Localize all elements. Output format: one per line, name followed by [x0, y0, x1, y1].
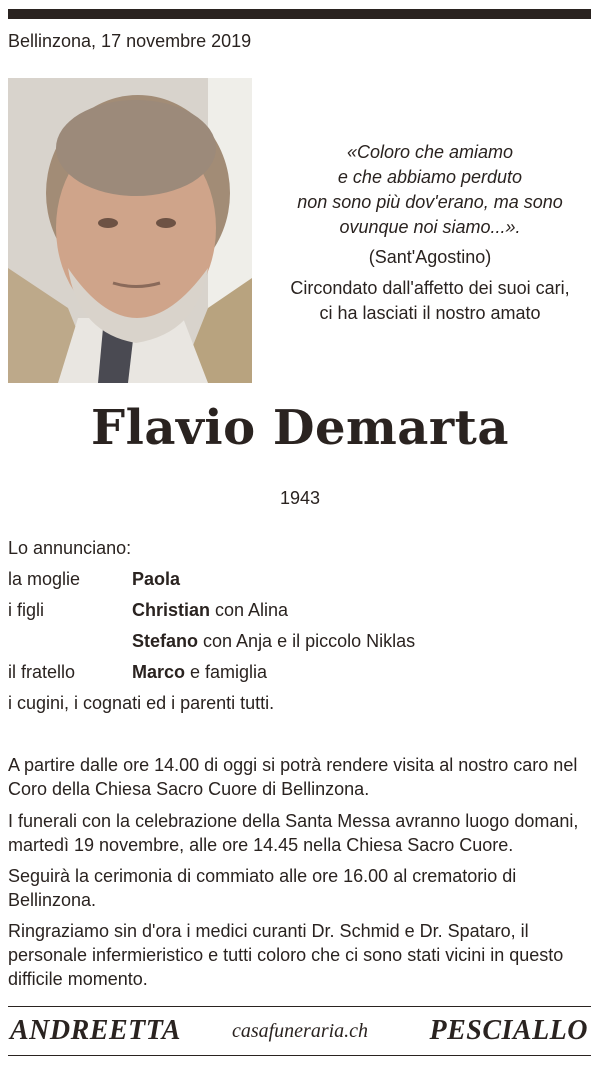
thanks-paragraph: Ringraziamo sin d'ora i medici curanti Dr. Schmid e Dr. Spataro, il personale infermieristico e tutti coloro che ci sono stati vicini in questo difficile momento.	[8, 921, 564, 989]
quote-author: (Sant'Agostino)	[368, 247, 492, 267]
footer-brand-right: PESCIALLO	[429, 1015, 588, 1046]
quote-line: ovunque noi siamo...».	[339, 217, 521, 237]
family-name: Paola	[132, 569, 181, 589]
family-relation: i figli	[8, 600, 45, 620]
footer-website[interactable]: casafuneraria.ch	[231, 1020, 369, 1042]
quote-line: non sono più dov'erano, ma sono	[297, 192, 563, 212]
quote-line: e che abbiamo perduto	[337, 167, 523, 187]
birth-year: 1943	[279, 488, 321, 508]
announce-closing: i cugini, i cognati ed i parenti tutti.	[8, 693, 275, 713]
footer-rule-top	[8, 1006, 591, 1007]
intro-text	[276, 276, 584, 326]
intro-line: Circondato dall'affetto dei suoi cari,	[290, 278, 570, 298]
family-name: Christian	[132, 600, 211, 620]
dateline: Bellinzona, 17 novembre 2019	[8, 31, 252, 51]
family-extra: e famiglia	[185, 662, 268, 682]
intro-line: ci ha lasciati il nostro amato	[319, 303, 541, 323]
family-relation: la moglie	[8, 569, 81, 589]
cremation-paragraph: Seguirà la cerimonia di commiato alle ore 16.00 al crematorio di Bellinzona.	[8, 866, 517, 910]
visit-paragraph: A partire dalle ore 14.00 di oggi si potrà rendere visita al nostro caro nel Coro della Chiesa Sacro Cuore di Bellinzona.	[8, 755, 578, 799]
portrait-photo	[8, 78, 252, 383]
family-relation: il fratello	[8, 662, 76, 682]
footer-brand-left: ANDREETTA	[10, 1015, 181, 1046]
quote-line: «Coloro che amiamo	[346, 142, 514, 162]
announce-intro: Lo annunciano:	[8, 538, 132, 558]
family-name: Stefano	[132, 631, 199, 651]
family-extra: con Alina	[210, 600, 289, 620]
quote-text	[276, 140, 584, 240]
deceased-name: Flavio Demarta	[91, 400, 509, 456]
top-rule	[8, 9, 591, 19]
funeral-paragraph: I funerali con la celebrazione della Santa Messa avranno luogo domani, martedì 19 novembre, alle ore 14.45 nella Chiesa Sacro Cuore.	[8, 811, 579, 855]
quote-block	[276, 140, 584, 326]
footer-rule-bottom	[8, 1055, 591, 1056]
family-name: Marco	[132, 662, 186, 682]
family-extra: con Anja e il piccolo Niklas	[198, 631, 416, 651]
